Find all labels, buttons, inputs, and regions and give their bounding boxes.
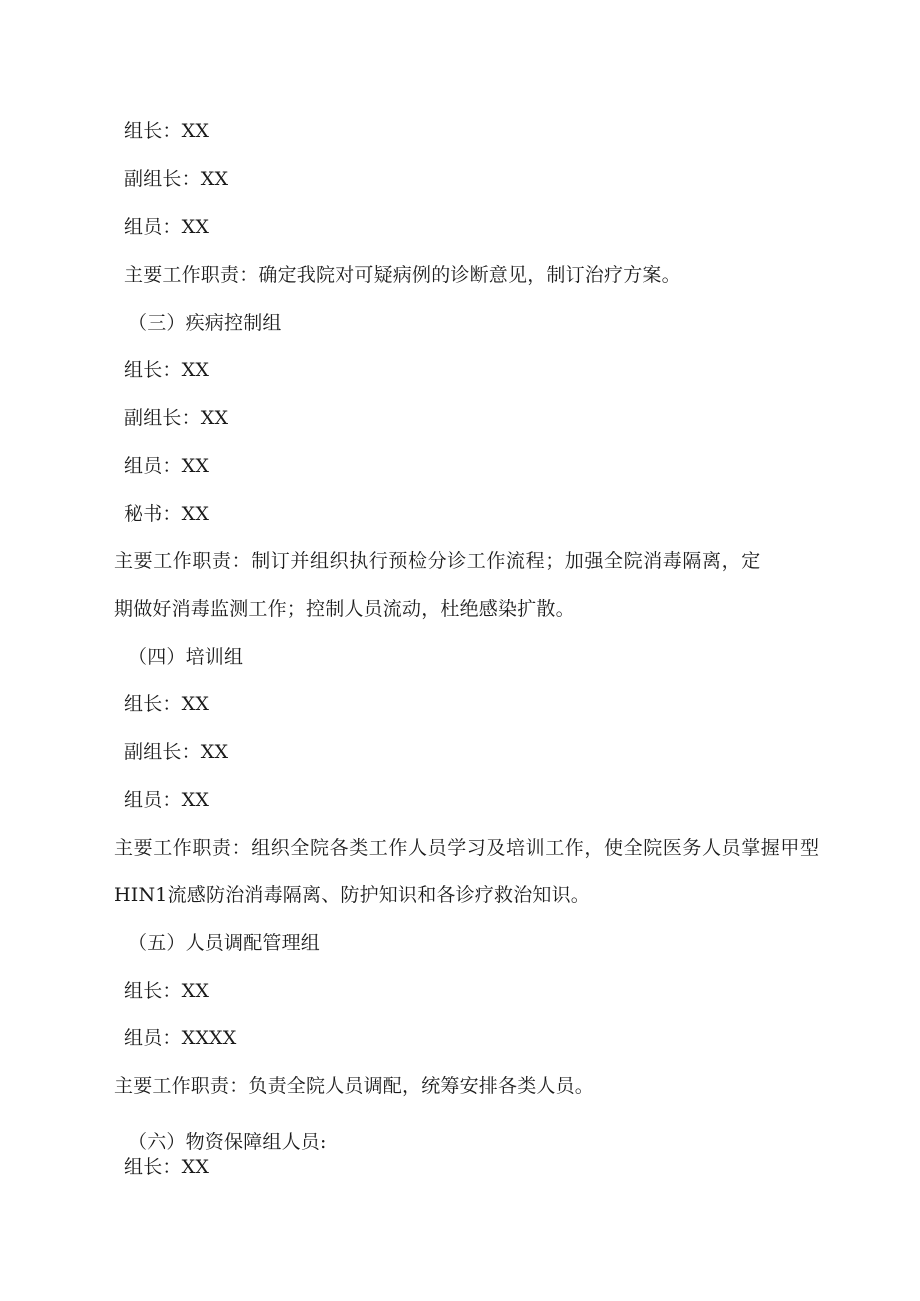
s3-leader: 组长：XX — [124, 359, 210, 381]
s2-member: 组员：XX — [124, 216, 210, 238]
s4-member: 组员：XX — [124, 789, 210, 811]
s5-member: 组员：XXXX — [124, 1027, 237, 1049]
s5-duty: 主要工作职责：负责全院人员调配，统筹安排各类人员。 — [114, 1075, 595, 1097]
s4-duty-line1: 主要工作职责：组织全院各类工作人员学习及培训工作，使全院医务人员掌握甲型 — [114, 837, 820, 859]
s6-heading: （六）物资保障组人员: — [128, 1131, 327, 1153]
s2-deputy: 副组长：XX — [124, 168, 229, 190]
s4-deputy: 副组长：XX — [124, 741, 229, 763]
s3-heading: （三）疾病控制组 — [128, 312, 282, 334]
s3-deputy: 副组长：XX — [124, 407, 229, 429]
s2-leader: 组长：XX — [124, 120, 210, 142]
s3-member: 组员：XX — [124, 455, 210, 477]
s5-leader: 组长：XX — [124, 980, 210, 1002]
s4-heading: （四）培训组 — [128, 646, 244, 668]
s2-duty: 主要工作职责：确定我院对可疑病例的诊断意见，制订治疗方案。 — [124, 264, 681, 286]
s6-leader: 组长：XX — [124, 1156, 210, 1178]
s4-duty-line2: HIN1流感防治消毒隔离、防护知识和各诊疗救治知识。 — [114, 884, 590, 906]
s3-secretary: 秘书：XX — [124, 503, 210, 525]
s3-duty-line2: 期做好消毒监测工作；控制人员流动，杜绝感染扩散。 — [114, 598, 575, 620]
s3-duty-line1: 主要工作职责：制订并组织执行预检分诊工作流程；加强全院消毒隔离，定 — [114, 550, 761, 572]
s5-heading: （五）人员调配管理组 — [128, 932, 321, 954]
s4-leader: 组长：XX — [124, 693, 210, 715]
